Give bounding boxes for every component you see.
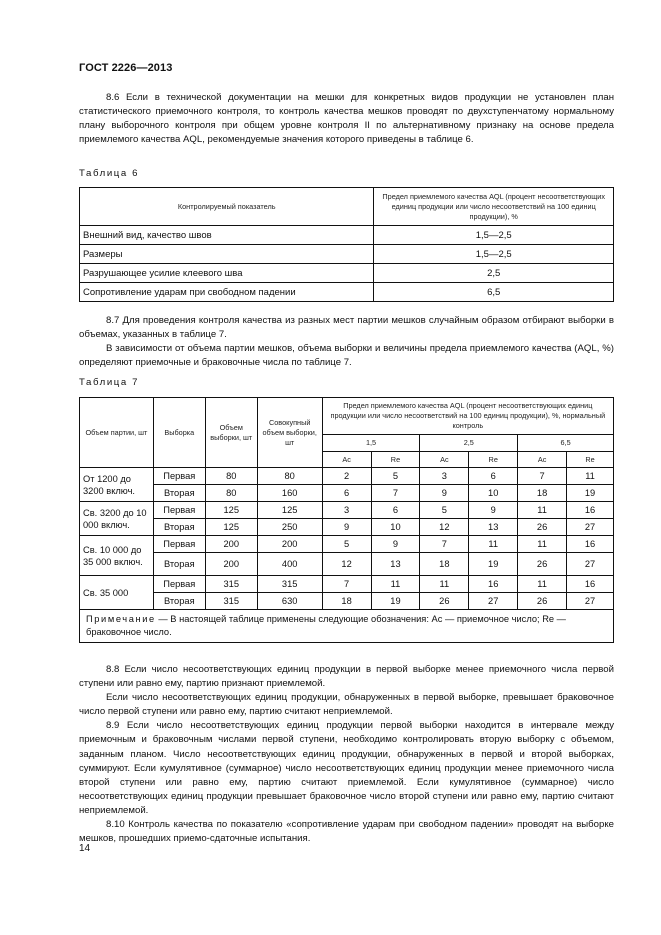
sample-size-cell: 125 <box>205 519 257 536</box>
ac-cell: 26 <box>420 593 469 610</box>
sample-cell: Первая <box>153 576 205 593</box>
sample-cell: Вторая <box>153 519 205 536</box>
page-number: 14 <box>79 843 91 854</box>
ac-header: Ac <box>518 452 567 468</box>
re-cell: 11 <box>567 468 614 485</box>
re-cell: 10 <box>371 519 420 536</box>
re-cell: 10 <box>469 485 518 502</box>
paragraph: В зависимости от объема партии мешков, объема выборки и величины предела приемлемого качества (AQL, %) определяют приемочные и браковочные числа по таблице 7. <box>79 343 614 369</box>
lot-size-cell: От 1200 до 3200 включ. <box>80 468 154 502</box>
sample-cell: Первая <box>153 502 205 519</box>
sample-size-cell: 200 <box>205 536 257 553</box>
table6-row-value: 1,5—2,5 <box>374 226 614 245</box>
table-row <box>80 502 614 519</box>
table7-header-aql: Предел приемлемого качества AQL (процент несоответствующих единиц продукции или число несоответствий на 100 единиц продукции), %, нормальный контроль <box>322 398 613 435</box>
re-cell: 7 <box>371 485 420 502</box>
ac-cell: 5 <box>322 536 371 553</box>
sample-cell: Вторая <box>153 485 205 502</box>
table-6 <box>79 187 614 302</box>
sample-cell: Вторая <box>153 553 205 576</box>
table7-caption: Таблица 7 <box>79 377 140 388</box>
re-cell: 11 <box>469 536 518 553</box>
re-cell: 16 <box>567 502 614 519</box>
re-cell: 16 <box>567 536 614 553</box>
ac-header: Ac <box>420 452 469 468</box>
ac-cell: 26 <box>518 553 567 576</box>
table6-caption: Таблица 6 <box>79 168 140 179</box>
re-cell: 6 <box>469 468 518 485</box>
note-label: Примечание <box>86 614 156 624</box>
paragraph: 8.10 Контроль качества по показателю «сопротивление ударам при свободном падении» проводят на выборке мешков, прошедших приемо-сдаточные испытания. <box>79 819 614 845</box>
table6-row-name: Размеры <box>80 245 374 264</box>
table7-header-sample-size: Объем выборки, шт <box>205 398 257 468</box>
table-row <box>80 485 614 502</box>
re-cell: 19 <box>469 553 518 576</box>
re-cell: 13 <box>469 519 518 536</box>
sample-size-cell: 80 <box>205 468 257 485</box>
cumulative-cell: 250 <box>257 519 322 536</box>
paragraph: Если число несоответствующих единиц продукции, обнаруженных в первой выборке, превышает браковочное число первой ступени или равно ему, партию считают неприемлемой. <box>79 692 614 718</box>
ac-cell: 11 <box>518 502 567 519</box>
table6-row-value: 2,5 <box>374 264 614 283</box>
table-row <box>80 576 614 593</box>
ac-cell: 12 <box>420 519 469 536</box>
sample-size-cell: 80 <box>205 485 257 502</box>
lot-size-cell: Св. 10 000 до 35 000 включ. <box>80 536 154 576</box>
table6-row-name: Сопротивление ударам при свободном падении <box>80 283 374 302</box>
table-row <box>80 536 614 553</box>
table6-row-name: Внешний вид, качество швов <box>80 226 374 245</box>
re-cell: 6 <box>371 502 420 519</box>
table6-header-indicator: Контролируемый показатель <box>80 188 374 226</box>
ac-cell: 9 <box>322 519 371 536</box>
re-cell: 27 <box>469 593 518 610</box>
table-row <box>80 593 614 610</box>
ac-cell: 7 <box>322 576 371 593</box>
re-cell: 13 <box>371 553 420 576</box>
re-cell: 5 <box>371 468 420 485</box>
table6-row-name: Разрушающее усилие клеевого шва <box>80 264 374 283</box>
cumulative-cell: 80 <box>257 468 322 485</box>
ac-cell: 5 <box>420 502 469 519</box>
ac-cell: 3 <box>322 502 371 519</box>
re-header: Re <box>371 452 420 468</box>
paragraph: 8.7 Для проведения контроля качества из разных мест партии мешков случайным образом отбирают выборки в объемах, указанных в таблице 7. <box>79 315 614 341</box>
re-cell: 27 <box>567 593 614 610</box>
ac-cell: 18 <box>322 593 371 610</box>
lot-size-cell: Св. 3200 до 10 000 включ. <box>80 502 154 536</box>
ac-cell: 18 <box>518 485 567 502</box>
cumulative-cell: 400 <box>257 553 322 576</box>
ac-header: Ac <box>322 452 371 468</box>
table-row <box>80 468 614 485</box>
table6-row-value: 1,5—2,5 <box>374 245 614 264</box>
ac-cell: 18 <box>420 553 469 576</box>
table7-header-lot: Объем партии, шт <box>80 398 154 468</box>
sample-size-cell: 315 <box>205 593 257 610</box>
table-row <box>80 519 614 536</box>
document-header: ГОСТ 2226—2013 <box>79 62 173 74</box>
re-cell: 19 <box>371 593 420 610</box>
table-7 <box>79 397 614 643</box>
paragraph: 8.9 Если число несоответствующих единиц продукции первой выборки находится в интервале между приемочным и браковочным числами первой ступени, необходимо контролировать вторую выборку с объемом, заданным планом. Число несоответствующих единиц продукции, обнаруженных в первой и второй выборках, суммируют. Если кумулятивное (суммарное) число несоответствующих единиц продукции менее приемочного числа второй ступени или равно ему, партию считают приемлемой. Если кумулятивное (суммарное) число несоответствующих единиц продукции превышает браковочное число второй ступени или равно ему, партию считают неприемлемой. <box>79 720 614 816</box>
cumulative-cell: 630 <box>257 593 322 610</box>
ac-cell: 12 <box>322 553 371 576</box>
table7-header-cumulative: Совокупный объем выборки, шт <box>257 398 322 468</box>
sample-size-cell: 125 <box>205 502 257 519</box>
paragraph-8-7 <box>79 314 614 370</box>
ac-cell: 3 <box>420 468 469 485</box>
re-cell: 27 <box>567 553 614 576</box>
table7-body <box>80 468 614 610</box>
aql-level: 2,5 <box>420 435 518 452</box>
ac-cell: 26 <box>518 593 567 610</box>
ac-cell: 11 <box>420 576 469 593</box>
re-header: Re <box>567 452 614 468</box>
ac-cell: 26 <box>518 519 567 536</box>
cumulative-cell: 125 <box>257 502 322 519</box>
sample-cell: Первая <box>153 536 205 553</box>
ac-cell: 2 <box>322 468 371 485</box>
lot-size-cell: Св. 35 000 <box>80 576 154 610</box>
table-row <box>80 553 614 576</box>
paragraph: 8.6 Если в технической документации на мешки для конкретных видов продукции не установлен план статистического приемочного контроля, то контроль качества мешков проводят по двухступенчатому нормальному плану выборочного контроля при общем уровне контроля II по альтернативному признаку на основе предела приемлемого качества AQL, рекомендуемые значения которого приведены в таблице 6. <box>79 92 614 146</box>
paragraph-8-6 <box>79 91 614 147</box>
sample-size-cell: 315 <box>205 576 257 593</box>
re-cell: 16 <box>469 576 518 593</box>
paragraphs-8-8-to-8-10 <box>79 663 614 846</box>
re-cell: 9 <box>469 502 518 519</box>
table6-header-aql: Предел приемлемого качества AQL (процент несоответствующих единиц продукции или число несоответствий на 100 единиц продукции), % <box>374 188 614 226</box>
re-cell: 19 <box>567 485 614 502</box>
re-cell: 9 <box>371 536 420 553</box>
ac-cell: 11 <box>518 576 567 593</box>
ac-cell: 6 <box>322 485 371 502</box>
aql-level: 6,5 <box>518 435 614 452</box>
sample-cell: Вторая <box>153 593 205 610</box>
cumulative-cell: 200 <box>257 536 322 553</box>
aql-level: 1,5 <box>322 435 420 452</box>
re-cell: 11 <box>371 576 420 593</box>
table7-note <box>80 610 614 643</box>
cumulative-cell: 315 <box>257 576 322 593</box>
note-text: — В настоящей таблице применены следующие обозначения: Ac — приемочное число; Re — браковочное число. <box>86 614 566 637</box>
ac-cell: 9 <box>420 485 469 502</box>
re-cell: 27 <box>567 519 614 536</box>
cumulative-cell: 160 <box>257 485 322 502</box>
table6-row-value: 6,5 <box>374 283 614 302</box>
sample-size-cell: 200 <box>205 553 257 576</box>
ac-cell: 7 <box>518 468 567 485</box>
ac-cell: 7 <box>420 536 469 553</box>
re-cell: 16 <box>567 576 614 593</box>
sample-cell: Первая <box>153 468 205 485</box>
paragraph: 8.8 Если число несоответствующих единиц продукции в первой выборке менее приемочного числа первой ступени или равно ему, партию признают приемлемой. <box>79 664 614 690</box>
re-header: Re <box>469 452 518 468</box>
table7-header-sample: Выборка <box>153 398 205 468</box>
ac-cell: 11 <box>518 536 567 553</box>
